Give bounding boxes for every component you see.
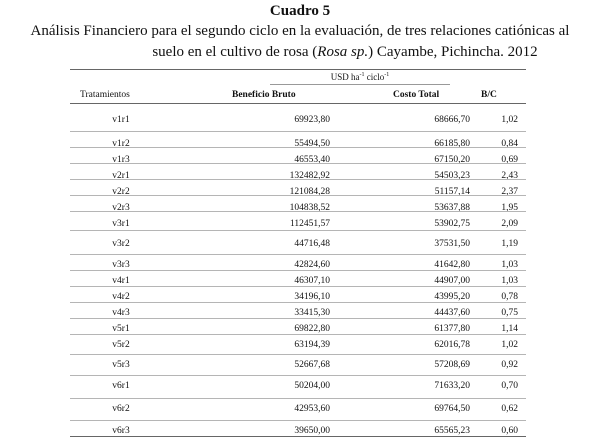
bc-ratio-cell: 1,03: [501, 260, 518, 270]
bc-ratio-cell: 0,60: [501, 426, 518, 436]
table-bottom-rule: [70, 436, 526, 437]
row-divider: [70, 318, 526, 319]
total-cost-cell: 71633,20: [434, 381, 470, 391]
row-divider: [70, 195, 526, 196]
row-divider: [70, 179, 526, 180]
total-cost-cell: 53637,88: [434, 203, 470, 213]
gross-benefit-cell: 104838,52: [289, 203, 330, 213]
total-cost-cell: 37531,50: [434, 239, 470, 249]
gross-benefit-cell: 50204,00: [294, 381, 330, 391]
treatment-cell: v1r1: [112, 115, 130, 125]
caption-line-2: [8, 42, 592, 63]
total-cost-cell: 65565,23: [434, 426, 470, 436]
treatment-cell: v2r2: [112, 187, 130, 197]
gross-benefit-cell: 44716,48: [294, 239, 330, 249]
units-sup-b: -1: [384, 72, 390, 78]
treatment-cell: v3r2: [112, 239, 130, 249]
treatment-cell: v5r3: [112, 360, 130, 370]
bc-ratio-cell: 2,37: [501, 187, 518, 197]
row-divider: [70, 420, 526, 421]
row-divider: [70, 230, 526, 231]
total-cost-cell: 66185,80: [434, 139, 470, 149]
units-label: [295, 72, 425, 83]
bc-ratio-cell: 0,78: [501, 292, 518, 302]
treatment-cell: v4r3: [112, 308, 130, 318]
treatment-cell: v3r1: [112, 219, 130, 229]
total-cost-cell: 67150,20: [434, 155, 470, 165]
gross-benefit-cell: 112451,57: [289, 219, 330, 229]
treatment-cell: v6r1: [112, 381, 130, 391]
gross-benefit-cell: 39650,00: [294, 426, 330, 436]
gross-benefit-cell: 63194,39: [294, 340, 330, 350]
bc-ratio-cell: 0,70: [501, 381, 518, 391]
header-treatments: Tratamientos: [80, 90, 130, 100]
total-cost-cell: 61377,80: [434, 324, 470, 334]
treatment-cell: v1r2: [112, 139, 130, 149]
total-cost-cell: 57208,69: [434, 360, 470, 370]
treatment-cell: v3r3: [112, 260, 130, 270]
units-sup-a: -1: [359, 72, 365, 78]
bc-ratio-cell: 1,19: [501, 239, 518, 249]
total-cost-cell: 43995,20: [434, 292, 470, 302]
treatment-cell: v2r1: [112, 171, 130, 181]
header-rule: [70, 103, 526, 104]
bc-ratio-cell: 0,75: [501, 308, 518, 318]
treatment-cell: v6r2: [112, 404, 130, 414]
total-cost-cell: 54503,23: [434, 171, 470, 181]
row-divider: [70, 398, 526, 399]
total-cost-cell: 69764,50: [434, 404, 470, 414]
gross-benefit-cell: 46553,40: [294, 155, 330, 165]
units-text-b: ciclo: [364, 72, 385, 82]
gross-benefit-cell: 121084,28: [289, 187, 330, 197]
bc-ratio-cell: 0,62: [501, 404, 518, 414]
gross-benefit-cell: 33415,30: [294, 308, 330, 318]
bc-ratio-cell: 1,02: [501, 115, 518, 125]
caption-line-2-start: suelo en el cultivo de rosa (: [152, 44, 318, 60]
row-divider: [70, 270, 526, 271]
bc-ratio-cell: 0,69: [501, 155, 518, 165]
treatment-cell: v5r1: [112, 324, 130, 334]
treatment-cell: v6r3: [112, 426, 130, 436]
table-title: Cuadro 5: [269, 3, 331, 19]
bc-ratio-cell: 1,14: [501, 324, 518, 334]
total-cost-cell: 51157,14: [434, 187, 470, 197]
row-divider: [70, 375, 526, 376]
header-gross: Beneficio Bruto: [232, 90, 296, 100]
treatment-cell: v5r2: [112, 340, 130, 350]
caption-line-2-end: ) Cayambe, Pichincha. 2012: [368, 44, 538, 60]
gross-benefit-cell: 42953,60: [294, 404, 330, 414]
gross-benefit-cell: 132482,92: [289, 171, 330, 181]
total-cost-cell: 41642,80: [434, 260, 470, 270]
gross-benefit-cell: 34196,10: [294, 292, 330, 302]
row-divider: [70, 334, 526, 335]
row-divider: [70, 131, 526, 132]
bc-ratio-cell: 0,92: [501, 360, 518, 370]
header-total-cost: Costo Total: [393, 90, 440, 100]
gross-benefit-cell: 69923,80: [294, 115, 330, 125]
treatment-cell: v1r3: [112, 155, 130, 165]
caption-line-1: Análisis Financiero para el segundo ciclo en la evaluación, de tres relaciones catiónicas al: [30, 23, 570, 39]
units-rule: [270, 84, 450, 85]
units-text-a: USD ha: [330, 72, 360, 82]
row-divider: [70, 211, 526, 212]
treatment-cell: v4r1: [112, 276, 130, 286]
bc-ratio-cell: 2,43: [501, 171, 518, 181]
gross-benefit-cell: 46307,10: [294, 276, 330, 286]
gross-benefit-cell: 52667,68: [294, 360, 330, 370]
bc-ratio-cell: 2,09: [501, 219, 518, 229]
table-caption: [8, 21, 592, 63]
table-top-rule: [70, 69, 526, 70]
gross-benefit-cell: 69822,80: [294, 324, 330, 334]
total-cost-cell: 62016,78: [434, 340, 470, 350]
row-divider: [70, 163, 526, 164]
gross-benefit-cell: 42824,60: [294, 260, 330, 270]
bc-ratio-cell: 1,95: [501, 203, 518, 213]
total-cost-cell: 68666,70: [434, 115, 470, 125]
header-bc: B/C: [481, 90, 497, 100]
gross-benefit-cell: 55494,50: [294, 139, 330, 149]
bc-ratio-cell: 1,03: [501, 276, 518, 286]
row-divider: [70, 302, 526, 303]
treatment-cell: v2r3: [112, 203, 130, 213]
bc-ratio-cell: 1,02: [501, 340, 518, 350]
bc-ratio-cell: 0,84: [501, 139, 518, 149]
row-divider: [70, 147, 526, 148]
row-divider: [70, 286, 526, 287]
caption-species: Rosa sp.: [317, 44, 369, 60]
total-cost-cell: 53902,75: [434, 219, 470, 229]
row-divider: [70, 254, 526, 255]
total-cost-cell: 44907,00: [434, 276, 470, 286]
treatment-cell: v4r2: [112, 292, 130, 302]
total-cost-cell: 44437,60: [434, 308, 470, 318]
row-divider: [70, 354, 526, 355]
